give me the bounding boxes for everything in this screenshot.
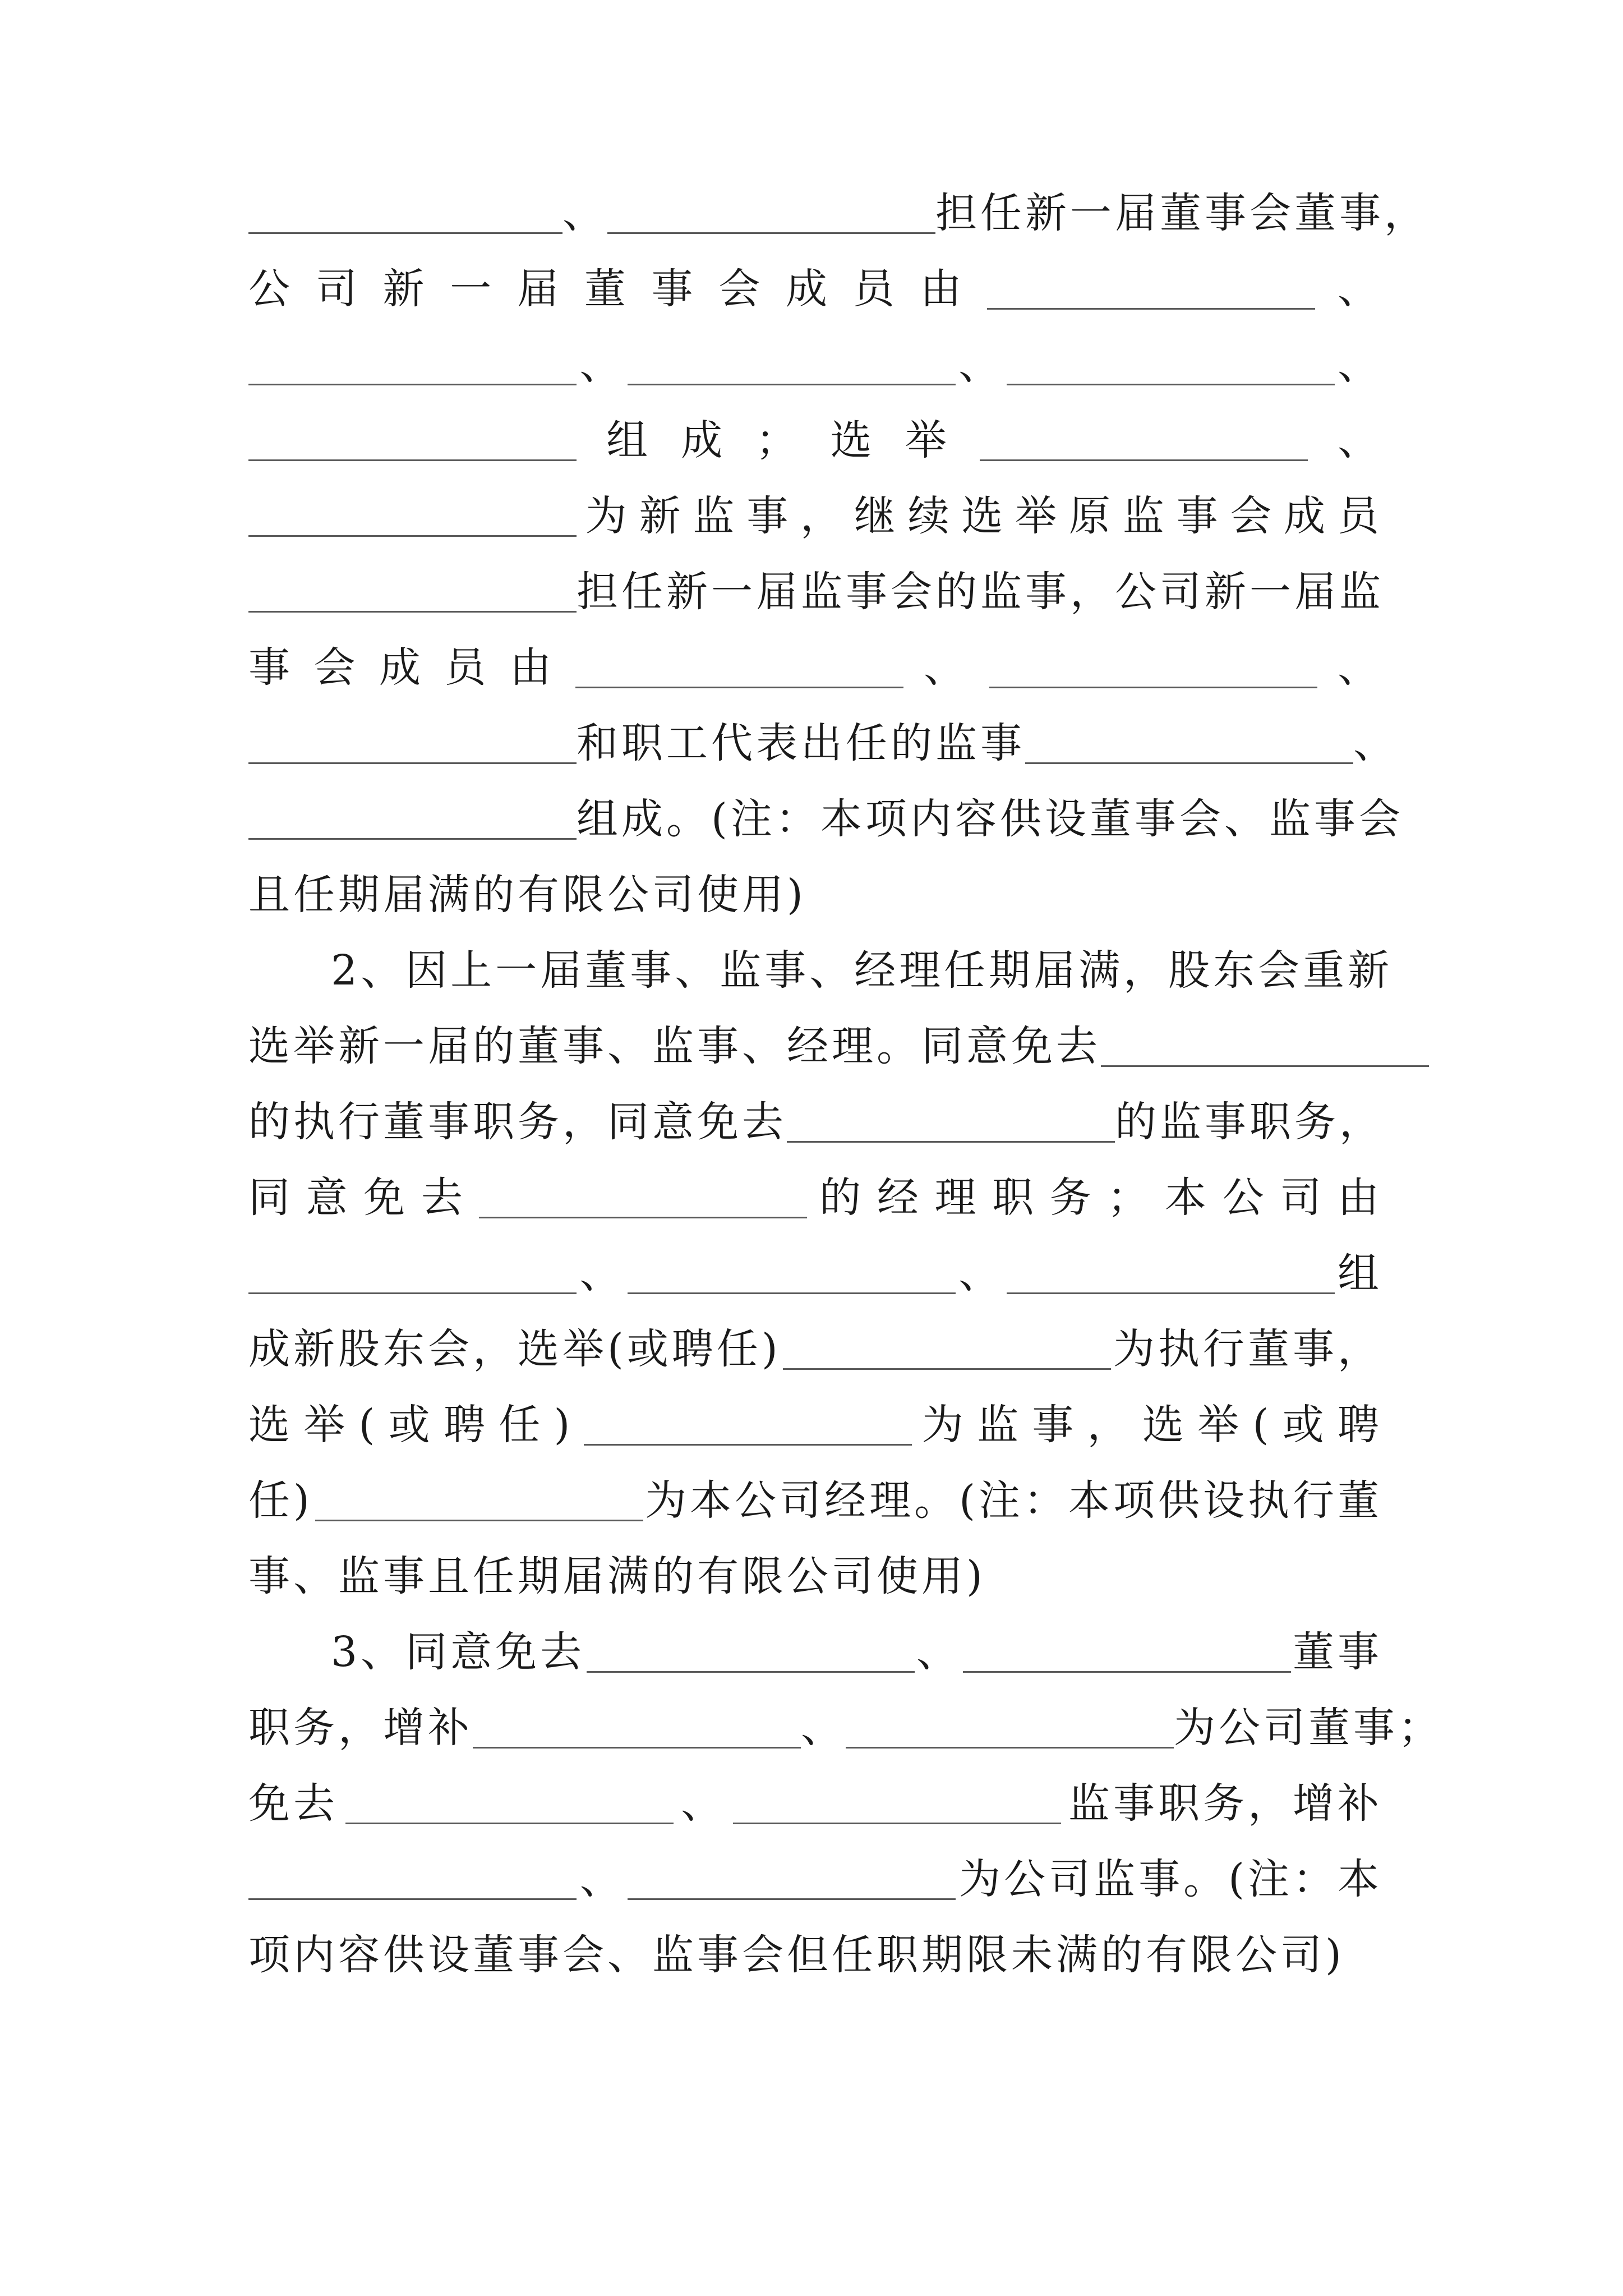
text-segment: 事 [651, 265, 697, 313]
text-segment: 员 [852, 265, 898, 313]
text-segment: 由 [510, 643, 555, 692]
text-line [248, 1088, 1382, 1156]
text-segment: ， [800, 492, 845, 540]
fill-in-blank [248, 610, 577, 613]
text-segment: 选 [830, 416, 875, 464]
text-segment: 成 [379, 643, 424, 692]
text-segment: 成 [681, 416, 726, 464]
text-segment: 、 [924, 643, 969, 692]
text-segment: 、 [801, 1704, 846, 1752]
text-segment: 、 [579, 1249, 625, 1297]
text-line [248, 785, 1404, 853]
fill-in-blank [1007, 383, 1335, 385]
text-segment: 为本公司经理。(注：本项供设执行董 [645, 1476, 1382, 1525]
text-segment: 一 [450, 265, 495, 313]
text-segment: 理 [934, 1174, 980, 1222]
text-segment: 事 [248, 643, 293, 692]
text-line [248, 1694, 1443, 1761]
fill-in-blank [248, 1292, 577, 1294]
fill-in-blank [628, 383, 956, 385]
text-segment: 职务，增补 [248, 1704, 473, 1752]
text-line [248, 1315, 1382, 1383]
text-line [248, 482, 1382, 550]
fill-in-blank [248, 232, 562, 234]
fill-in-blank [628, 1898, 956, 1900]
text-segment: 成新股东会，选举(或聘任) [248, 1325, 781, 1373]
text-line [248, 1467, 1382, 1534]
text-line [248, 1543, 1382, 1610]
text-segment: 公 [1222, 1174, 1267, 1222]
text-line [248, 1391, 1382, 1458]
fill-in-blank [248, 762, 577, 764]
fill-in-blank [846, 1746, 1174, 1749]
fill-in-blank [473, 1746, 801, 1749]
text-segment: 或 [1282, 1401, 1327, 1449]
text-segment: 监事职务，增补 [1068, 1779, 1382, 1828]
fill-in-blank [980, 459, 1308, 461]
text-segment: 董事 [1292, 1628, 1382, 1676]
text-segment: 3、同意免去 [331, 1628, 585, 1676]
text-segment: 选 [248, 1401, 293, 1449]
text-segment: 务 [1049, 1174, 1095, 1222]
text-segment: ) [554, 1401, 574, 1449]
text-segment: 为公司监事。(注：本 [959, 1855, 1382, 1903]
fill-in-blank [345, 1822, 674, 1824]
text-segment: 事 [1032, 1401, 1077, 1449]
fill-in-blank [248, 1898, 577, 1900]
text-segment: ， [1087, 1401, 1132, 1449]
text-segment: 为公司董事； [1174, 1704, 1443, 1752]
text-segment: 司 [1280, 1174, 1325, 1222]
fill-in-blank [987, 307, 1315, 310]
text-segment: 、 [958, 1249, 1004, 1297]
text-line [248, 1846, 1382, 1913]
text-segment: 、 [1353, 719, 1398, 767]
text-segment: 、 [1337, 341, 1382, 389]
text-segment: 公 [248, 265, 293, 313]
text-segment: 原 [1068, 492, 1114, 540]
text-line [248, 407, 1382, 474]
text-segment: 同 [248, 1174, 293, 1222]
text-segment: 为 [921, 1401, 967, 1449]
text-line [248, 1013, 1382, 1080]
text-segment: 会 [1230, 492, 1275, 540]
text-segment: 聘 [443, 1401, 488, 1449]
text-segment: 经 [877, 1174, 922, 1222]
text-segment: 新 [382, 265, 428, 313]
text-segment: 成 [1284, 492, 1329, 540]
text-segment: 担任新一届监事会的监事，公司新一届监 [577, 568, 1384, 616]
text-segment: ( [358, 1401, 379, 1449]
fill-in-blank [248, 535, 577, 537]
fill-in-blank [989, 686, 1317, 688]
fill-in-blank [1025, 762, 1353, 764]
text-segment: 事、监事且任期届满的有限公司使用) [248, 1552, 986, 1600]
text-line [248, 1921, 1382, 1989]
text-segment: 员 [1337, 492, 1382, 540]
text-segment: 聘 [1337, 1401, 1382, 1449]
text-line [248, 634, 1382, 701]
text-segment: 成 [786, 265, 831, 313]
text-segment: ； [755, 416, 801, 464]
text-segment: 会 [718, 265, 764, 313]
text-segment: 项内容供设董事会、监事会但任职期限未满的有限公司) [248, 1931, 1345, 1979]
fill-in-blank [584, 1443, 912, 1446]
text-line [248, 1770, 1382, 1837]
text-segment: 选举新一届的董事、监事、经理。同意免去 [248, 1022, 1101, 1070]
text-segment: 事 [746, 492, 792, 540]
text-segment: 由 [1337, 1174, 1382, 1222]
fill-in-blank [1007, 1292, 1335, 1294]
text-segment: 、 [1338, 643, 1382, 692]
fill-in-blank [575, 686, 903, 688]
text-segment: 司 [315, 265, 361, 313]
text-segment: 为执行董事， [1113, 1325, 1382, 1373]
fill-in-blank [733, 1822, 1061, 1824]
text-segment: 事 [1176, 492, 1221, 540]
text-segment: 由 [920, 265, 965, 313]
text-segment: 免 [363, 1174, 409, 1222]
text-segment: 举 [905, 416, 950, 464]
fill-in-blank [587, 1671, 915, 1673]
text-segment: 选 [961, 492, 1007, 540]
text-segment: 、 [579, 341, 625, 389]
text-segment: 组 [606, 416, 652, 464]
text-segment: 和职工代表出任的监事 [577, 719, 1025, 767]
text-segment: 新 [639, 492, 684, 540]
text-line [248, 1164, 1382, 1231]
text-segment: 任) [248, 1476, 313, 1525]
text-segment: 、 [681, 1779, 726, 1828]
text-line [248, 255, 1382, 323]
text-segment: 举 [1015, 492, 1061, 540]
fill-in-blank [607, 232, 935, 234]
text-segment: 监 [977, 1401, 1022, 1449]
text-line [331, 1618, 1382, 1686]
text-segment: 、 [579, 1855, 625, 1903]
text-segment: 组 [1337, 1249, 1382, 1297]
text-segment: 、 [1337, 416, 1382, 464]
text-segment: 组成。(注：本项内容供设董事会、监事会 [577, 795, 1404, 843]
text-segment: 任 [499, 1401, 544, 1449]
fill-in-blank [783, 1368, 1111, 1370]
fill-in-blank [248, 838, 577, 840]
text-segment: 会 [313, 643, 359, 692]
text-segment: 的执行董事职务，同意免去 [248, 1098, 787, 1146]
fill-in-blank [1101, 1065, 1429, 1067]
text-segment: 监 [1122, 492, 1168, 540]
text-segment: 、 [958, 341, 1004, 389]
text-segment: 担任新一届董事会董事， [935, 189, 1429, 237]
text-line [248, 1240, 1382, 1307]
fill-in-blank [963, 1671, 1291, 1673]
text-segment: 为 [585, 492, 630, 540]
text-segment: 继 [854, 492, 899, 540]
text-segment: 、 [562, 189, 607, 237]
text-segment: 届 [517, 265, 562, 313]
text-segment: 免去 [248, 1779, 338, 1828]
text-segment: ； [1107, 1174, 1152, 1222]
text-line [248, 710, 1398, 777]
text-segment: 的监事职务， [1115, 1098, 1384, 1146]
text-segment: 意 [306, 1174, 351, 1222]
fill-in-blank [628, 1292, 956, 1294]
text-segment: 员 [444, 643, 490, 692]
text-segment: 职 [992, 1174, 1038, 1222]
fill-in-blank [248, 383, 577, 385]
text-segment: 举 [303, 1401, 349, 1449]
fill-in-blank [479, 1216, 807, 1218]
fill-in-blank [315, 1519, 643, 1521]
text-line [248, 331, 1382, 398]
text-segment: 监 [693, 492, 738, 540]
text-segment: 本 [1165, 1174, 1210, 1222]
text-line [248, 180, 1429, 247]
text-segment: 去 [421, 1174, 466, 1222]
text-segment: 且任期届满的有限公司使用) [248, 871, 806, 919]
text-segment: 、 [916, 1628, 962, 1676]
text-segment: 2、因上一届董事、监事、经理任期届满，股东会重新 [331, 946, 1393, 995]
text-segment: 董 [584, 265, 629, 313]
text-segment: 续 [907, 492, 953, 540]
text-segment: 或 [388, 1401, 434, 1449]
fill-in-blank [787, 1140, 1115, 1143]
text-segment: 的 [819, 1174, 865, 1222]
fill-in-blank [248, 459, 577, 461]
text-line [248, 861, 1382, 928]
text-segment: 、 [1338, 265, 1382, 313]
text-line [331, 937, 1393, 1004]
text-segment: 举 [1197, 1401, 1243, 1449]
text-line [248, 558, 1382, 625]
text-segment: ( [1252, 1401, 1272, 1449]
text-segment: 选 [1142, 1401, 1187, 1449]
